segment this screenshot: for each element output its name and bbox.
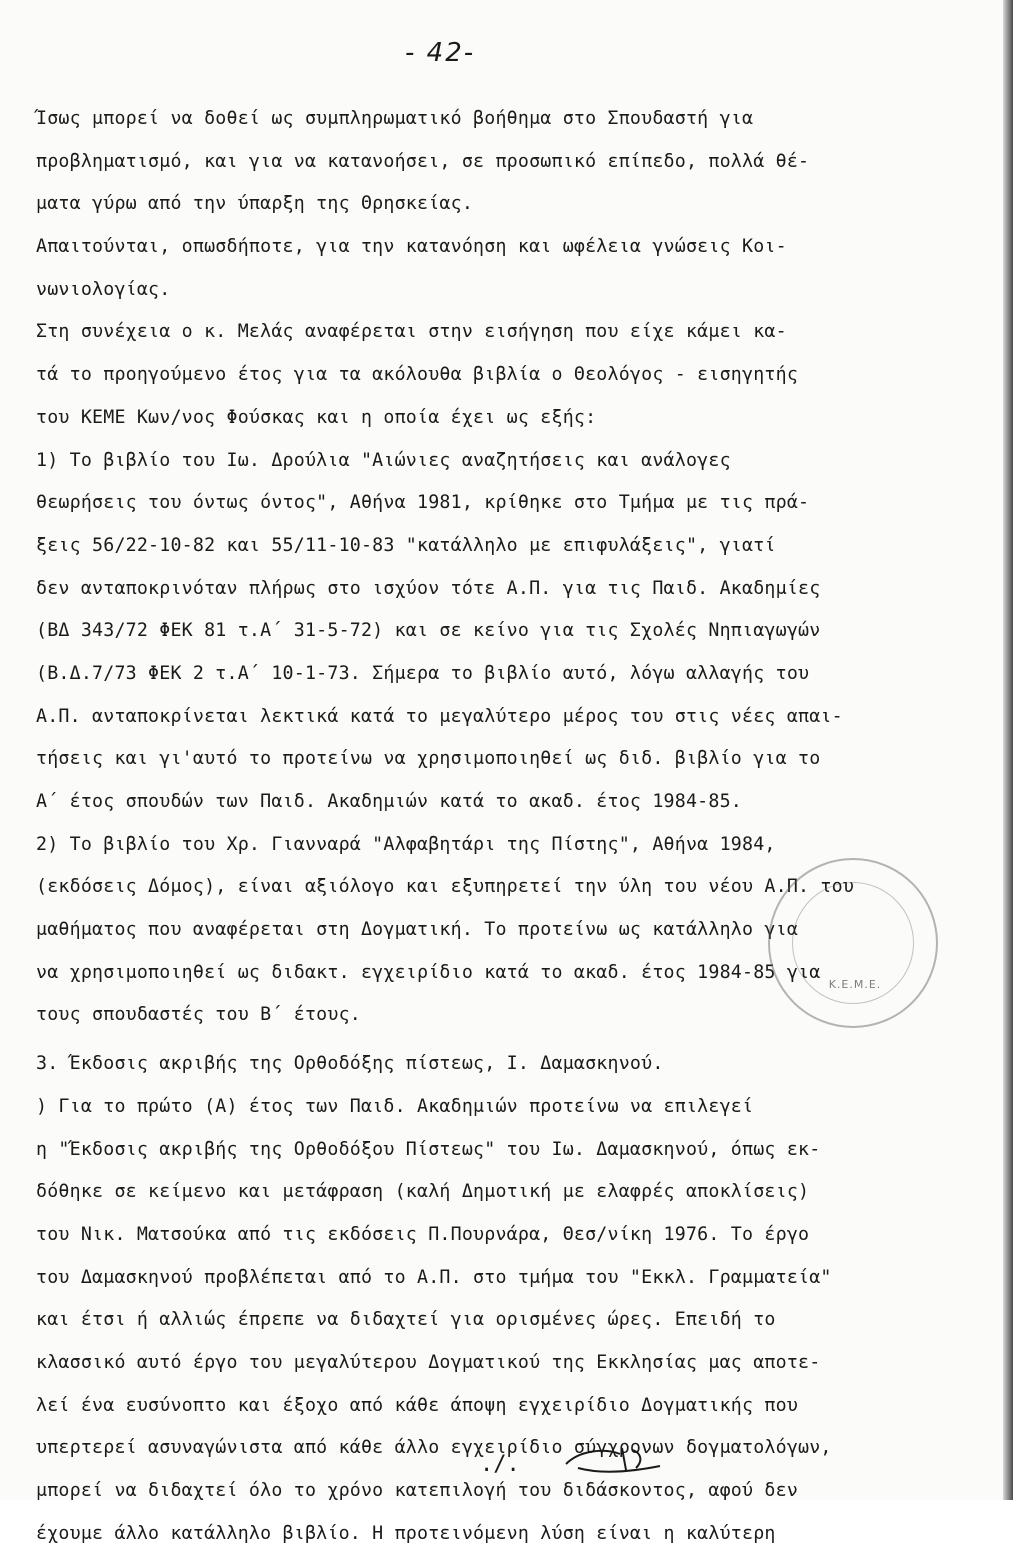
text-line: η "Έκδοσις ακριβής της Ορθοδόξου Πίστεως" του Ιω. Δαμασκηνού, όπως εκ-: [36, 1138, 821, 1160]
section-heading: 3. Έκδοσις ακριβής της Ορθοδόξης πίστεως, Ι. Δαμασκηνού.: [36, 1053, 664, 1075]
page-number: - 42-: [405, 38, 476, 68]
document-body: [36, 98, 986, 1555]
text-line: (Β.Δ.7/73 ΦΕΚ 2 τ.Α΄ 10-1-73. Σήμερα το βιβλίο αυτό, λόγω αλλαγής του: [36, 662, 810, 684]
text-line: Στη συνέχεια ο κ. Μελάς αναφέρεται στην εισήγηση που είχε κάμει κα-: [36, 321, 787, 343]
text-line: ξεις 56/22-10-82 και 55/11-10-83 "κατάλληλο με επιφυλάξεις", γιατί: [36, 534, 776, 556]
text-line: Απαιτούνται, οπωσδήποτε, για την κατανόηση και ωφέλεια γνώσεις Κοι-: [36, 236, 787, 258]
text-line: και έτσι ή αλλιώς έπρεπε να διδαχτεί για ορισμένες ώρες. Επειδή το: [36, 1309, 776, 1331]
text-line: του Δαμασκηνού προβλέπεται από το Α.Π. στο τμήμα του "Εκκλ. Γραμματεία": [36, 1266, 832, 1288]
text-line: κλασσικό αυτό έργο του μεγαλύτερου Δογματικού της Εκκλησίας μας αποτε-: [36, 1351, 821, 1373]
official-stamp: [768, 858, 938, 1028]
text-line: ματα γύρω από την ύπαρξη της Θρησκείας.: [36, 193, 474, 215]
text-line: του ΚΕΜΕ Κων/νος Φούσκας και η οποία έχει ως εξής:: [36, 406, 597, 428]
text-line: δόθηκε σε κείμενο και μετάφραση (καλή Δημοτική με ελαφρές αποκλίσεις): [36, 1181, 810, 1203]
text-line: τήσεις και γι'αυτό το προτείνω να χρησιμοποιηθεί ως διδ. βιβλίο για το: [36, 748, 821, 770]
text-line: (ΒΔ 343/72 ΦΕΚ 81 τ.Α΄ 31-5-72) και σε κείνο για τις Σχολές Νηπιαγωγών: [36, 620, 821, 642]
text-line: 2) Το βιβλίο του Χρ. Γιανναρά "Αλφαβητάρι της Πίστης", Αθήνα 1984,: [36, 833, 776, 855]
text-line: του Νικ. Ματσούκα από τις εκδόσεις Π.Πουρνάρα, Θεσ/νίκη 1976. Το έργο: [36, 1223, 810, 1245]
text-line: ) Για το πρώτο (Α) έτος των Παιδ. Ακαδημιών προτείνω να επιλεγεί: [36, 1095, 754, 1117]
text-line: υπερτερεί ασυναγώνιστα από κάθε άλλο εγχειρίδιο σύγχρονων δογματολόγων,: [36, 1437, 832, 1459]
text-line: Α΄ έτος σπουδών των Παιδ. Ακαδημιών κατά το ακαδ. έτος 1984-85.: [36, 791, 742, 812]
text-line: τά το προηγούμενο έτος για τα ακόλουθα βιβλία ο Θεολόγος - εισηγητής: [36, 364, 799, 386]
text-line: (εκδόσεις Δόμος), είναι αξιόλογο και εξυπηρετεί την ύλη του νέου Α.Π. του: [36, 876, 855, 898]
text-line: μαθήματος που αναφέρεται στη Δογματική. Το προτείνω ως κατάλληλο για: [36, 919, 799, 941]
text-line: Ίσως μπορεί να δοθεί ως συμπληρωματικό βοήθημα στο Σπουδαστή για: [36, 108, 754, 129]
text-line: έχουμε άλλο κατάλληλο βιβλίο. Η προτεινόμενη λύση είναι η καλύτερη: [36, 1522, 776, 1544]
text-line: μπορεί να διδαχτεί όλο το χρόνο κατεπιλογή του διδάσκοντος, αφού δεν: [36, 1480, 799, 1501]
text-line: θεωρήσεις του όντως όντος", Αθήνα 1981, κρίθηκε στο Τμήμα με τις πρά-: [36, 492, 810, 514]
text-line: λεί ένα ευσύνοπτο και έξοχο από κάθε άποψη εγχειρίδιο Δογματικής που: [36, 1394, 799, 1416]
text-line: δεν ανταποκρινόταν πλήρως στο ισχύον τότε Α.Π. για τις Παιδ. Ακαδημίες: [36, 577, 821, 599]
text-line: Α.Π. ανταποκρίνεται λεκτικά κατά το μεγαλύτερο μέρος του στις νέες απαι-: [36, 705, 843, 727]
signature-icon: [560, 1440, 670, 1480]
text-line: προβληματισμό, και για να κατανοήσει, σε προσωπικό επίπεδο, πολλά θέ-: [36, 150, 810, 172]
text-line: να χρησιμοποιηθεί ως διδακτ. εγχειρίδιο κατά το ακαδ. έτος 1984-85 για: [36, 961, 821, 983]
text-line: 1) Το βιβλίο του Ιω. Δρούλια "Αιώνιες αναζητήσεις και ανάλογες: [36, 449, 731, 471]
text-line: τους σπουδαστές του Β΄ έτους.: [36, 1004, 361, 1026]
stamp-label: Κ.Ε.Μ.Ε.: [828, 978, 882, 991]
scan-edge-shadow: [1003, 0, 1013, 1500]
text-line: νωνιολογίας.: [36, 278, 171, 300]
continuation-mark: ./.: [480, 1452, 520, 1477]
